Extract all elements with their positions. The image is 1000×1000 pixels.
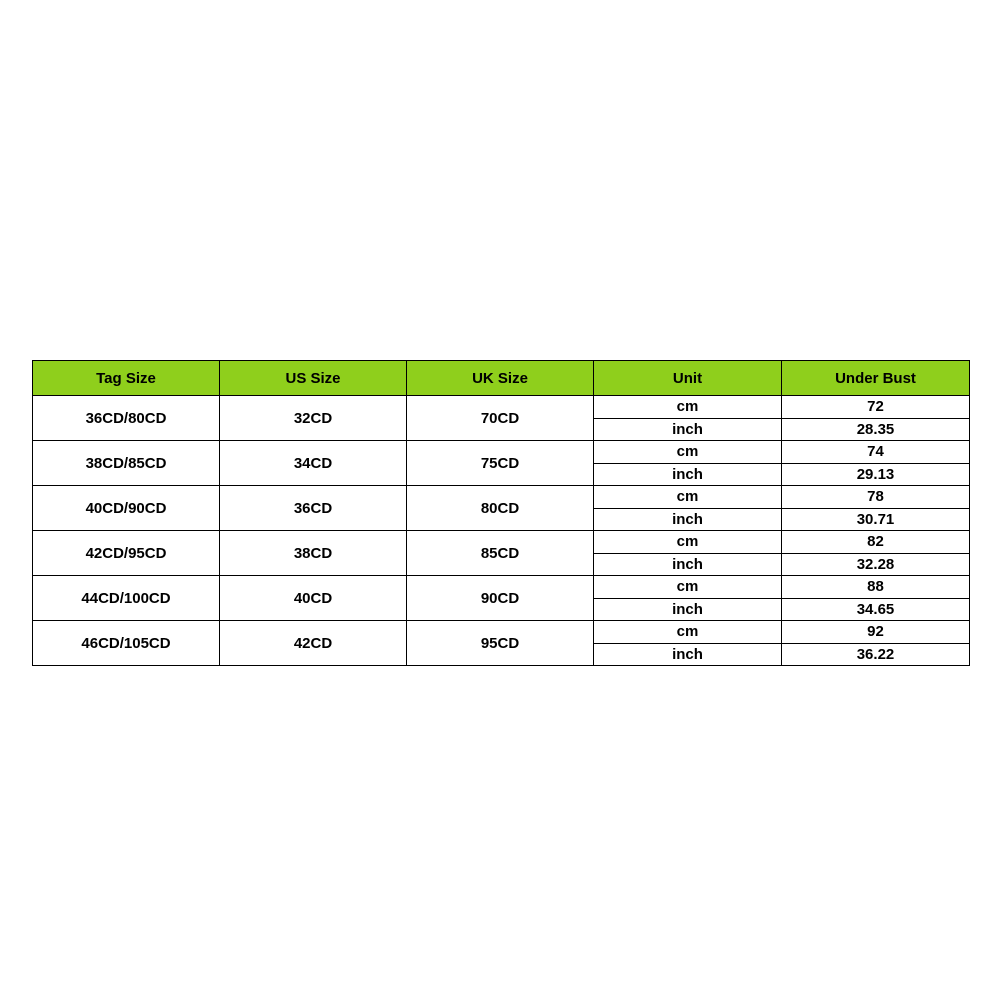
under-bust-cell: 32.28: [782, 553, 970, 576]
uk-size-cell: 70CD: [407, 396, 594, 441]
tag-size-cell: 38CD/85CD: [33, 441, 220, 486]
uk-size-cell: 80CD: [407, 486, 594, 531]
unit-cell: cm: [594, 576, 782, 599]
unit-cell: cm: [594, 531, 782, 554]
unit-cell: inch: [594, 553, 782, 576]
tag-size-cell: 40CD/90CD: [33, 486, 220, 531]
us-size-cell: 38CD: [220, 531, 407, 576]
uk-size-cell: 90CD: [407, 576, 594, 621]
under-bust-cell: 82: [782, 531, 970, 554]
uk-size-cell: 85CD: [407, 531, 594, 576]
tag-size-cell: 46CD/105CD: [33, 621, 220, 666]
us-size-cell: 36CD: [220, 486, 407, 531]
table-body: [33, 396, 970, 666]
header-uk-size: UK Size: [407, 361, 594, 396]
us-size-cell: 40CD: [220, 576, 407, 621]
tag-size-cell: 36CD/80CD: [33, 396, 220, 441]
under-bust-cell: 36.22: [782, 643, 970, 666]
uk-size-cell: 75CD: [407, 441, 594, 486]
unit-cell: inch: [594, 508, 782, 531]
under-bust-cell: 28.35: [782, 418, 970, 441]
tag-size-cell: 42CD/95CD: [33, 531, 220, 576]
us-size-cell: 42CD: [220, 621, 407, 666]
under-bust-cell: 74: [782, 441, 970, 464]
unit-cell: inch: [594, 598, 782, 621]
tag-size-cell: 44CD/100CD: [33, 576, 220, 621]
unit-cell: cm: [594, 486, 782, 509]
uk-size-cell: 95CD: [407, 621, 594, 666]
unit-cell: inch: [594, 418, 782, 441]
table-row: [33, 621, 970, 644]
header-row: [33, 361, 970, 396]
us-size-cell: 34CD: [220, 441, 407, 486]
us-size-cell: 32CD: [220, 396, 407, 441]
table-row: [33, 531, 970, 554]
size-chart-table: [32, 360, 970, 666]
header-under-bust: Under Bust: [782, 361, 970, 396]
under-bust-cell: 34.65: [782, 598, 970, 621]
table-header: [33, 361, 970, 396]
table-row: [33, 396, 970, 419]
under-bust-cell: 88: [782, 576, 970, 599]
unit-cell: cm: [594, 396, 782, 419]
header-us-size: US Size: [220, 361, 407, 396]
header-tag-size: Tag Size: [33, 361, 220, 396]
unit-cell: cm: [594, 621, 782, 644]
unit-cell: inch: [594, 463, 782, 486]
under-bust-cell: 72: [782, 396, 970, 419]
table-row: [33, 441, 970, 464]
under-bust-cell: 30.71: [782, 508, 970, 531]
unit-cell: inch: [594, 643, 782, 666]
header-unit: Unit: [594, 361, 782, 396]
under-bust-cell: 29.13: [782, 463, 970, 486]
table-row: [33, 576, 970, 599]
table-row: [33, 486, 970, 509]
under-bust-cell: 92: [782, 621, 970, 644]
unit-cell: cm: [594, 441, 782, 464]
under-bust-cell: 78: [782, 486, 970, 509]
